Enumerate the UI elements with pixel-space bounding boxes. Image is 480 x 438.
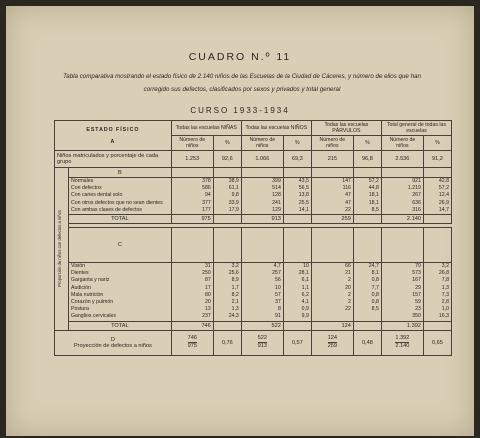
cell: 6,1	[301, 277, 309, 284]
subheader: %	[283, 136, 311, 151]
table-description	[56, 70, 428, 96]
cell: 92,6	[213, 151, 241, 168]
cell: 237	[202, 313, 211, 320]
c-labels	[69, 263, 172, 322]
fraction-top: 746	[187, 335, 197, 342]
c-col	[283, 263, 311, 322]
cell: 746	[171, 321, 213, 330]
cell: 25,6	[228, 270, 239, 277]
d-value: 0,65	[423, 330, 451, 355]
b-label: Con otros defectos que no sean dientes	[71, 199, 163, 206]
b-label: Con caries dental solo	[71, 192, 123, 199]
cell: 2	[347, 277, 351, 284]
cell: 56	[275, 277, 281, 284]
cell: 267	[412, 192, 421, 199]
fraction-top: 1.392	[395, 335, 410, 342]
side-label-b	[55, 168, 69, 331]
cell: 636	[412, 199, 421, 206]
estado-fisico-header	[55, 121, 172, 151]
b-col	[423, 178, 451, 215]
cell: 6,2	[301, 291, 309, 298]
fraction-bottom: 913	[257, 343, 267, 350]
b-col	[353, 178, 381, 215]
statistics-table	[54, 120, 452, 356]
subheader: Número de niños	[241, 136, 283, 151]
header-row-groups	[55, 121, 452, 136]
cell: 2,8	[441, 299, 449, 306]
cell: 377	[202, 199, 211, 206]
b-label: Normales	[71, 178, 94, 184]
cell: 8,5	[371, 306, 379, 313]
cell: 9,9	[301, 313, 309, 320]
cell: 1,3	[441, 284, 449, 291]
cell: 33,9	[228, 199, 239, 206]
course-label: CURSO 1933-1934	[190, 106, 290, 115]
cell: 25,5	[298, 199, 309, 206]
cell: 47	[345, 192, 351, 199]
cell: 259	[311, 215, 353, 224]
cell: 17	[205, 284, 211, 291]
cell: 316	[412, 206, 421, 213]
cell: 350	[412, 313, 421, 320]
cell: 10	[303, 263, 309, 270]
cell: 12,4	[438, 192, 449, 199]
total-c-row	[55, 321, 452, 330]
c-label: Mala nutrición	[71, 291, 104, 298]
c-label: Audición	[71, 284, 91, 291]
cell: 8	[277, 306, 281, 313]
cell: 975	[171, 215, 213, 224]
cell: 129	[272, 206, 281, 213]
cell: 26,8	[438, 270, 449, 277]
subheader: %	[353, 136, 381, 151]
cell: 44,8	[368, 185, 379, 192]
d-fraction	[171, 330, 213, 355]
total-b-label: TOTAL	[69, 215, 172, 224]
cell: 2	[347, 299, 351, 306]
row-d	[55, 330, 452, 355]
cell: 2	[347, 291, 351, 298]
subheader: %	[423, 136, 451, 151]
b-col	[241, 178, 283, 215]
cell: 96,8	[353, 151, 381, 168]
cell: 91	[275, 313, 281, 320]
b-labels	[69, 178, 172, 215]
subheader: Número de niños	[381, 136, 423, 151]
cell: 124	[311, 321, 353, 330]
cell: 13	[205, 306, 211, 313]
c-label: Corazón y pulmón	[71, 299, 114, 306]
b-label: Con defectos	[71, 185, 102, 192]
cell: 586	[202, 185, 211, 192]
cell: 26,9	[438, 199, 449, 206]
cell: 9,8	[231, 192, 239, 199]
c-label: Ganglios cervicales	[71, 313, 116, 320]
group-header: Todas las escuelas NIÑAS	[171, 121, 241, 136]
b-label: Con ambas clases de defectos	[71, 206, 142, 213]
cell: 1,1	[301, 284, 309, 291]
c-col	[381, 263, 423, 322]
cell: 3,2	[231, 263, 239, 270]
cell: 1,7	[231, 284, 239, 291]
d-fraction	[241, 330, 283, 355]
cell: 29	[415, 284, 421, 291]
c-label: Dientes	[71, 270, 89, 277]
d-value: 0,57	[283, 330, 311, 355]
b-col	[311, 178, 353, 215]
cell: 2,1	[231, 299, 239, 306]
c-label: Postura	[71, 306, 89, 313]
cell: 94	[205, 192, 211, 199]
cell: 43,5	[298, 178, 309, 184]
d-fraction	[311, 330, 353, 355]
cell: 7,7	[371, 284, 379, 291]
subheader: Número de niños	[171, 136, 213, 151]
cell: 14,7	[438, 206, 449, 213]
cell: 8,1	[371, 270, 379, 277]
group-header: Todas las escuelas NIÑOS	[241, 121, 311, 136]
c-col	[171, 263, 213, 322]
row-label: Niños matriculados y porcentaje de cada grupo	[55, 151, 172, 168]
cell: 59	[415, 299, 421, 306]
fraction-bottom: 975	[187, 343, 197, 350]
cell: 0,8	[371, 291, 379, 298]
c-label: Visión	[71, 263, 86, 270]
cell: 22	[345, 206, 351, 213]
total-c-label: TOTAL	[69, 321, 172, 330]
b-col	[213, 178, 241, 215]
b-col	[283, 178, 311, 215]
row-d-text: Proyección de defectos a niños	[74, 342, 152, 349]
group-header: Todas las escuelas PÁRVULOS	[311, 121, 381, 136]
subheader: %	[213, 136, 241, 151]
subheader: Número de niños	[311, 136, 353, 151]
cell: 250	[202, 270, 211, 277]
cell: 921	[412, 178, 421, 184]
cell: 0,9	[301, 306, 309, 313]
cell: 4,7	[273, 263, 281, 270]
section-b-label: B	[69, 168, 172, 178]
cell: 2.536	[381, 151, 423, 168]
cell: 23	[415, 306, 421, 313]
cell: 18,1	[368, 192, 379, 199]
cell: 399	[272, 178, 281, 184]
c-col	[353, 263, 381, 322]
row-d-label	[55, 330, 172, 355]
group-header: Total general de todas las escuelas	[381, 121, 451, 136]
cell: 66	[345, 263, 351, 270]
cell: 87	[205, 277, 211, 284]
cell: 24,7	[368, 263, 379, 270]
cell: 378	[202, 178, 211, 184]
cell: 177	[202, 206, 211, 213]
cell: 42,8	[438, 178, 449, 184]
b-col	[171, 178, 213, 215]
b-col	[381, 178, 423, 215]
cell: 573	[412, 270, 421, 277]
section-c-heading	[55, 228, 452, 263]
total-b-row	[55, 215, 452, 224]
cell: 1.392	[381, 321, 423, 330]
cell: 522	[241, 321, 283, 330]
cell: 37	[275, 299, 281, 306]
cell: 91,2	[423, 151, 451, 168]
cell: 157	[412, 291, 421, 298]
cell: 2.140	[381, 215, 423, 224]
d-value: 0,76	[213, 330, 241, 355]
cell: 1,0	[441, 306, 449, 313]
c-label: Garganta y nariz	[71, 277, 110, 284]
cell: 18,1	[368, 199, 379, 206]
section-b-body	[55, 178, 452, 215]
fraction-top: 522	[257, 335, 267, 342]
cell: 57,2	[438, 185, 449, 192]
d-value: 0,48	[353, 330, 381, 355]
row-matriculados	[55, 151, 452, 168]
cell: 3,2	[441, 263, 449, 270]
cell: 1.066	[241, 151, 283, 168]
cell: 514	[272, 185, 281, 192]
cell: 56,5	[298, 185, 309, 192]
section-a-label: A	[110, 138, 116, 145]
cell: 57,2	[368, 178, 379, 184]
cell: 4,1	[301, 299, 309, 306]
cell: 28,1	[298, 270, 309, 277]
cell: 8,9	[231, 277, 239, 284]
section-c-body	[55, 263, 452, 322]
section-b-heading	[55, 168, 452, 178]
cell: 147	[342, 178, 351, 184]
c-col	[311, 263, 353, 322]
cell: 16,3	[438, 313, 449, 320]
cell: 20	[205, 299, 211, 306]
c-col	[241, 263, 283, 322]
cell: 913	[241, 215, 283, 224]
fraction-bottom: 2.140	[395, 343, 410, 350]
cell: 128	[272, 192, 281, 199]
section-d-label: D	[110, 336, 115, 343]
cell: 241	[272, 199, 281, 206]
d-fraction	[381, 330, 423, 355]
cell: 8,5	[371, 206, 379, 213]
cell: 1,3	[231, 306, 239, 313]
cell: 257	[272, 270, 281, 277]
description-line-1: Tabla comparativa mostrando el estado físico de 2.140 niños de las Escuelas de la Ciudad de Cáceres, y número de ellos que han	[63, 73, 421, 80]
cell: 8,2	[231, 291, 239, 298]
section-c-label: C	[69, 228, 172, 263]
page-title: CUADRO N.º 11	[188, 51, 292, 63]
cell: 31	[205, 263, 211, 270]
cell: 47	[345, 199, 351, 206]
cell: 57	[275, 291, 281, 298]
cell: 38,9	[228, 178, 239, 184]
side-text-b: Proporción de niños con defectos a niños	[57, 210, 62, 288]
cell: 14,1	[298, 206, 309, 213]
cell: 17,9	[228, 206, 239, 213]
cell: 22	[345, 306, 351, 313]
cell: 1.253	[171, 151, 213, 168]
description-line-2: corregido sus defectos, clasificados por sexos y privados y total general	[143, 86, 341, 93]
cell: 7,3	[441, 291, 449, 298]
cell: 10	[275, 284, 281, 291]
estado-fisico-label: ESTADO FÍSICO	[86, 126, 140, 133]
cell: 80	[205, 291, 211, 298]
cell: 116	[342, 185, 351, 192]
cell: 70	[415, 263, 421, 270]
fraction-bottom: 259	[327, 343, 338, 350]
cell: 20	[345, 284, 351, 291]
fraction-top: 124	[327, 335, 338, 342]
c-col	[423, 263, 451, 322]
cell: 167	[412, 277, 421, 284]
cell: 13,8	[298, 192, 309, 199]
cell: 7,8	[441, 277, 449, 284]
document-page	[6, 6, 474, 436]
cell: 1.219	[407, 185, 421, 192]
cell: 61,1	[228, 185, 239, 192]
cell: 24,3	[228, 313, 239, 320]
cell: 21	[345, 270, 351, 277]
cell: 0,8	[371, 277, 379, 284]
cell: 0,8	[371, 299, 379, 306]
c-col	[213, 263, 241, 322]
cell: 215	[311, 151, 353, 168]
cell: 69,3	[283, 151, 311, 168]
